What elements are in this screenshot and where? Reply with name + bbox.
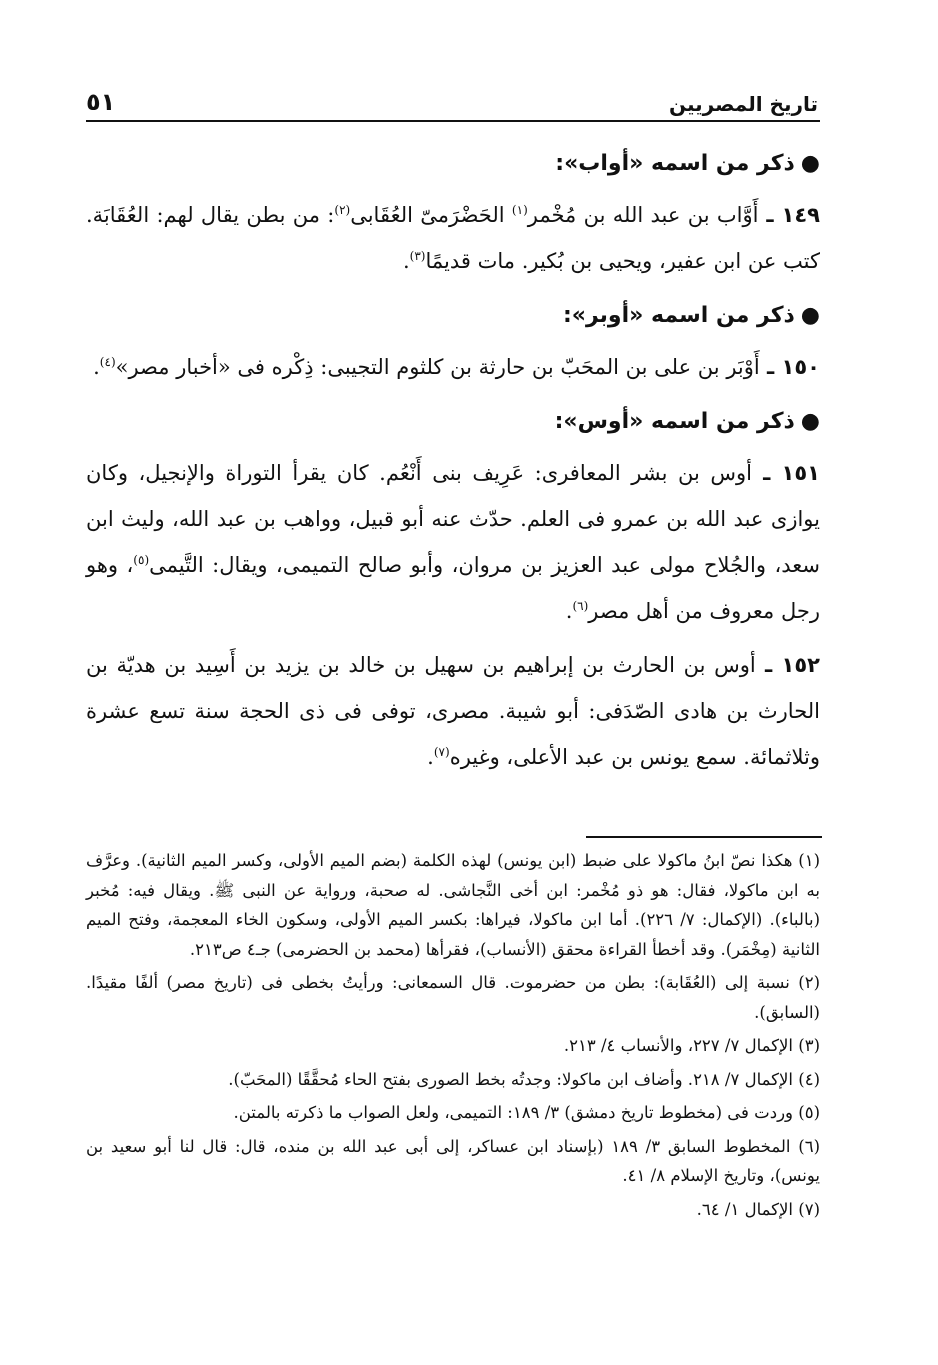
running-header: [86, 82, 818, 116]
footnote-item: (٥) وردت فى (مخطوط تاريخ دمشق) ٣/ ١٨٩: التميمى، ولعل الصواب ما ذكرته بالمتن.: [233, 1103, 820, 1122]
footnote-marker[interactable]: (٥): [133, 553, 150, 567]
footnote-separator: [586, 836, 822, 838]
footnote-marker[interactable]: (١): [511, 203, 528, 217]
section-heading: ●ذكر من اسمه «أوبر»:: [562, 303, 820, 328]
footnote-item: (٧) الإكمال ١/ ٦٤.: [696, 1199, 820, 1219]
biography-entry: ١٤٩ ـ أَوَّاب بن عبد الله بن مُخْمر$^{(١)}$ الحَضْرَمىّ العُقَابى$^{(٢)}$: من بطن يقال لهم: العُقَابَة. كتب عن ابن عفير، ويحيى بن بُكير. مات قديمًا$^{(٣)}$.: [86, 203, 820, 273]
entry-number: ١٥١: [781, 461, 820, 485]
bullet-icon: ●: [800, 151, 820, 176]
footnote-marker[interactable]: (٦): [572, 599, 589, 613]
footnote-item: (٦) المخطوط السابق ٣/ ١٨٩ (بإسناد ابن عساكر، إلى أبى عبد الله بن منده، قال: قال لنا أبو سعيد بن يونس)، وتاريخ الإسلام ٨/ ٤١.: [86, 1136, 820, 1185]
section-heading: ●ذكر من اسمه «أوس»:: [554, 409, 820, 434]
footnotes: [86, 846, 820, 1228]
footnote-item: (٤) الإكمال ٧/ ٢١٨. وأضاف ابن ماكولا: وجدتُه بخط الصورى بفتح الحاء مُحقَّقًا (المحَبّ).: [228, 1069, 820, 1089]
footnote-item: (٢) نسبة إلى (العُقَابة): بطن من حضرموت. قال السمعانى: ورأيتُ بخطى فى (تاريخ مصر) ألفًا مقيدًا. (السابق).: [86, 973, 820, 1022]
footnote-marker[interactable]: (٧): [433, 745, 450, 759]
entry-number: ١٥٠: [781, 355, 820, 379]
footnote-marker[interactable]: (٤): [99, 355, 116, 369]
header-rule: [86, 120, 820, 122]
biography-entry: ١٥٠ ـ أَوْبَر بن على بن المحَبّ بن حارثة بن كلثوم التجيبى: ذِكْره فى «أخبار مصر»$^{(٤)}$.: [93, 355, 820, 379]
footnote-marker[interactable]: (٣): [409, 249, 426, 263]
bullet-icon: ●: [800, 303, 820, 328]
entry-number: ١٤٩: [781, 203, 820, 227]
main-text: [86, 132, 820, 788]
footnote-item: (٣) الإكمال ٧/ ٢٢٧، والأنساب ٤/ ٢١٣.: [563, 1036, 820, 1055]
entry-number: ١٥٢: [781, 653, 820, 677]
section-heading: ●ذكر من اسمه «أواب»:: [555, 151, 820, 176]
biography-entry: ١٥١ ـ أوس بن بشر المعافرى: عَرِيف بنى أَنْعُم. كان يقرأ التوراة والإنجيل، وكان يوازى عبد الله بن عمرو فى العلم. حدّث عنه أبو قبيل، وواهب بن عبد الله، وليث ابن سعد، والجُلاح مولى عبد العزيز بن مروان، وأبو صالح التميمى، ويقال: التَّيمى$^{(٥)}$، وهو رجل معروف من أهل مصر$^{(٦)}$.: [86, 461, 820, 623]
biography-entry: ١٥٢ ـ أوس بن الحارث بن إبراهيم بن سهيل بن خالد بن يزيد بن أَسِيد بن هديّة بن الحارث بن هادى الصّدَفى: أبو شيبة. مصرى، توفى فى ذى الحجة سنة تسع عشرة وثلاثمائة. سمع يونس بن عبد الأعلى، وغيره$^{(٧)}$.: [86, 653, 820, 769]
page-number: ٥١: [86, 88, 116, 116]
running-title: تاريخ المصريين: [668, 92, 818, 116]
footnote-marker[interactable]: (٢): [334, 203, 351, 217]
bullet-icon: ●: [800, 409, 820, 434]
footnote-item: (١) هكذا نصّ ابنُ ماكولا على ضبط (ابن يونس) لهذه الكلمة (بضم الميم الأولى، وكسر الميم الثانية). وعرَّف به ابن ماكولا، فقال: هو ذو مُخْمر: ابن أخى النَّجاشى. له صحبة، ورواية عن النبى ﷺ. ويقال فيه: مُخبر (بالباء). (الإكمال: ٧/ ٢٢٦). أما ابن ماكولا، فيراها: بكسر الميم الأولى، وسكون الخاء المعجمة، وفتح الميم الثانية (مِخْمَر). وقد أخطأ القراءة محقق (الأنساب)، فقرأها (محمد بن الحضرمى) جـ٤ ص٢١٣.: [86, 851, 820, 959]
